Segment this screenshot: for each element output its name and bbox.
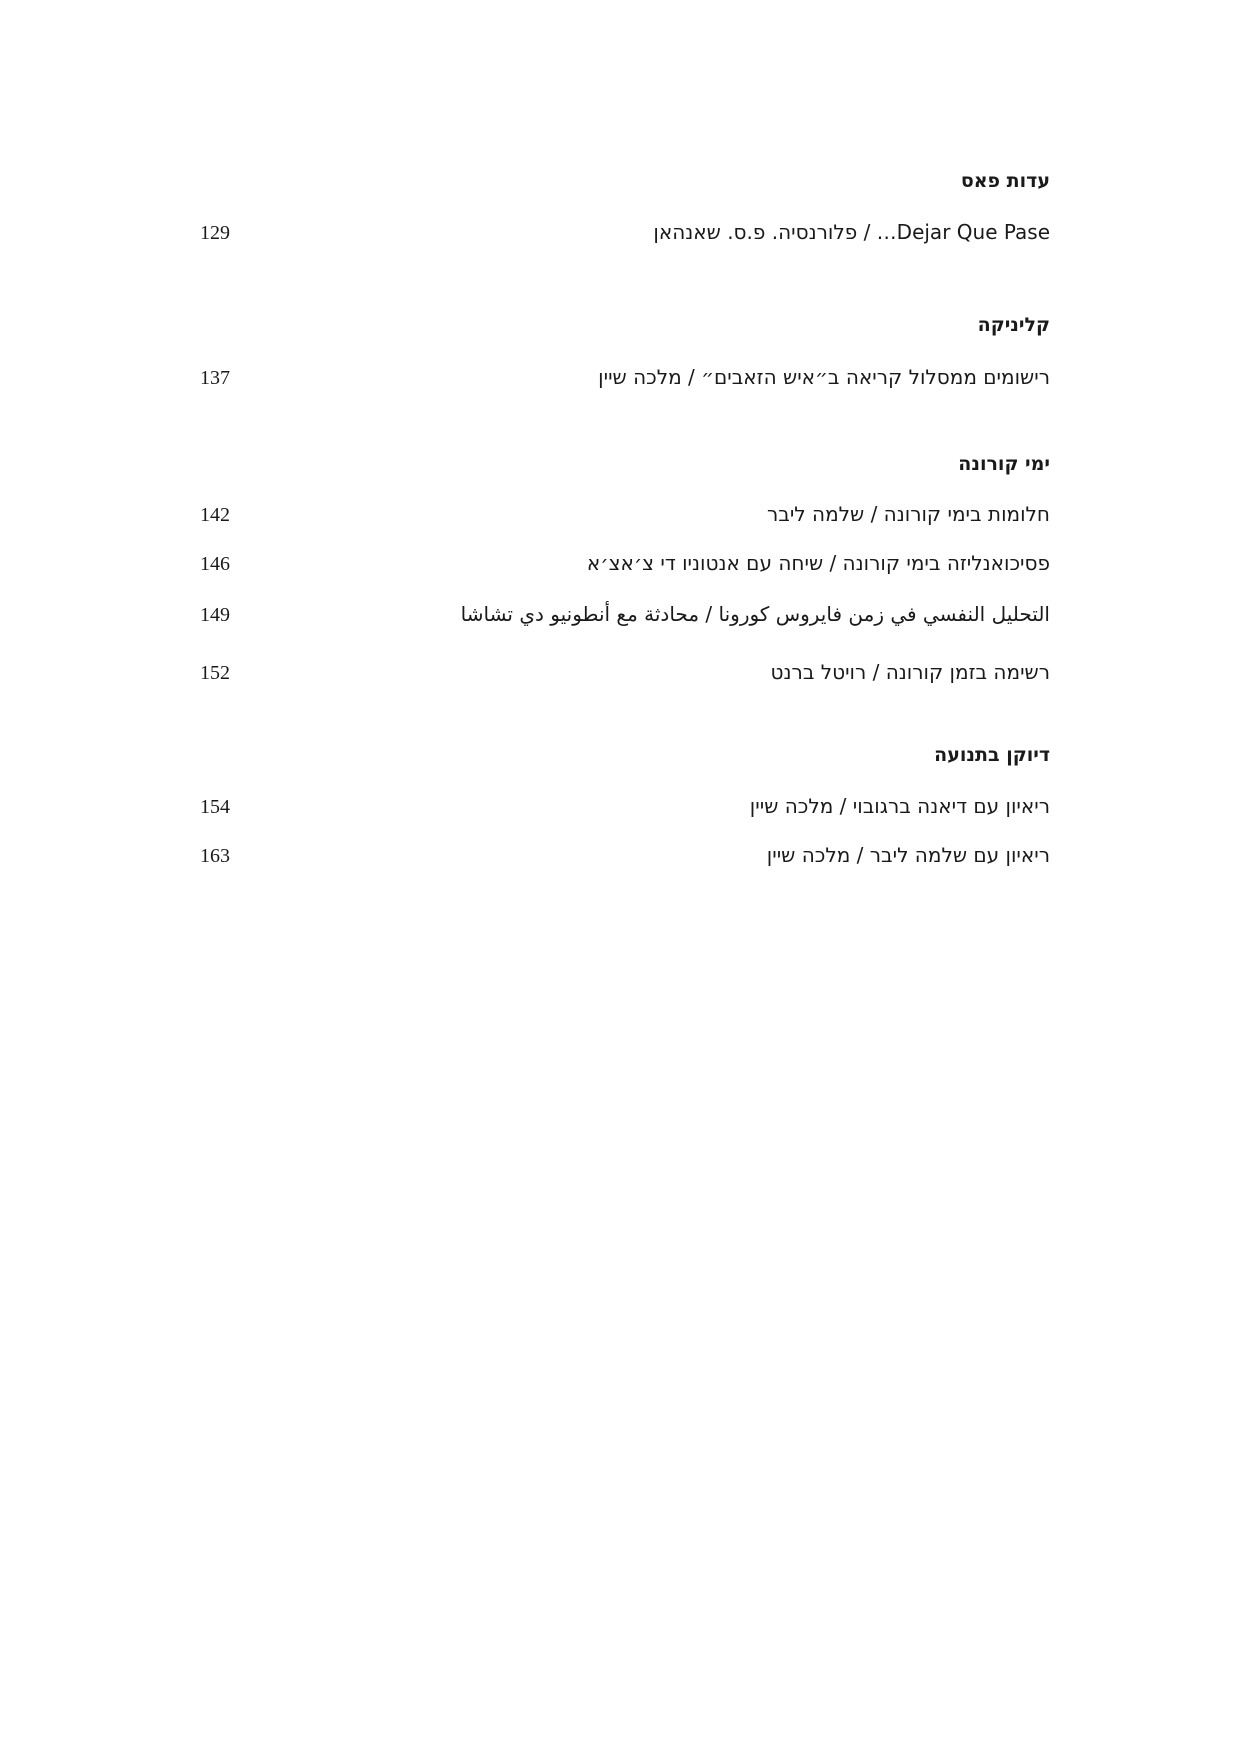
toc-section-corona-days xyxy=(200,451,1050,686)
toc-entry[interactable] xyxy=(200,549,1050,577)
entry-page-number: 129 xyxy=(200,222,230,244)
table-of-contents xyxy=(200,168,1050,869)
toc-section-portrait-in-motion xyxy=(200,742,1050,869)
entry-page-number: 163 xyxy=(200,845,230,867)
toc-entry[interactable] xyxy=(200,218,1050,246)
entry-page-number: 152 xyxy=(200,662,230,684)
entry-title: פסיכואנליזה בימי קורונה / שיחה עם אנטוניו די צ׳אצ׳א xyxy=(586,551,1050,575)
section-title: דיוקן בתנועה xyxy=(934,744,1050,766)
toc-entry[interactable] xyxy=(200,658,1050,686)
entry-page-number: 154 xyxy=(200,796,230,818)
entry-title: Dejar Que Pase… / פלורנסיה. פ.ס. שאנהאן xyxy=(653,220,1050,244)
section-title: עדות פאס xyxy=(960,170,1050,192)
toc-section-clinic xyxy=(200,312,1050,391)
toc-entry[interactable] xyxy=(200,792,1050,820)
entry-title: רשימה בזמן קורונה / רויטל ברנט xyxy=(770,660,1050,684)
toc-entry[interactable] xyxy=(200,600,1050,628)
entry-title: ריאיון עם דיאנה ברגובוי / מלכה שיין xyxy=(749,794,1050,818)
toc-section-eduyot-pas xyxy=(200,168,1050,246)
entry-title: רישומים ממסלול קריאה ב״איש הזאבים״ / מלכה שיין xyxy=(598,365,1050,389)
toc-entry[interactable] xyxy=(200,363,1050,391)
section-title: קליניקה xyxy=(977,314,1050,336)
entry-title: التحليل النفسي في زمن فايروس كورونا / محادثة مع أنطونيو دي تشاشا xyxy=(460,602,1050,626)
entry-page-number: 137 xyxy=(200,367,230,389)
entry-page-number: 142 xyxy=(200,504,230,526)
entry-title: ריאיון עם שלמה ליבר / מלכה שיין xyxy=(766,843,1050,867)
entry-title: חלומות בימי קורונה / שלמה ליבר xyxy=(766,502,1050,526)
entry-page-number: 146 xyxy=(200,553,230,575)
toc-entry[interactable] xyxy=(200,500,1050,528)
section-title: ימי קורונה xyxy=(958,453,1050,475)
toc-entry[interactable] xyxy=(200,841,1050,869)
entry-page-number: 149 xyxy=(200,604,230,626)
